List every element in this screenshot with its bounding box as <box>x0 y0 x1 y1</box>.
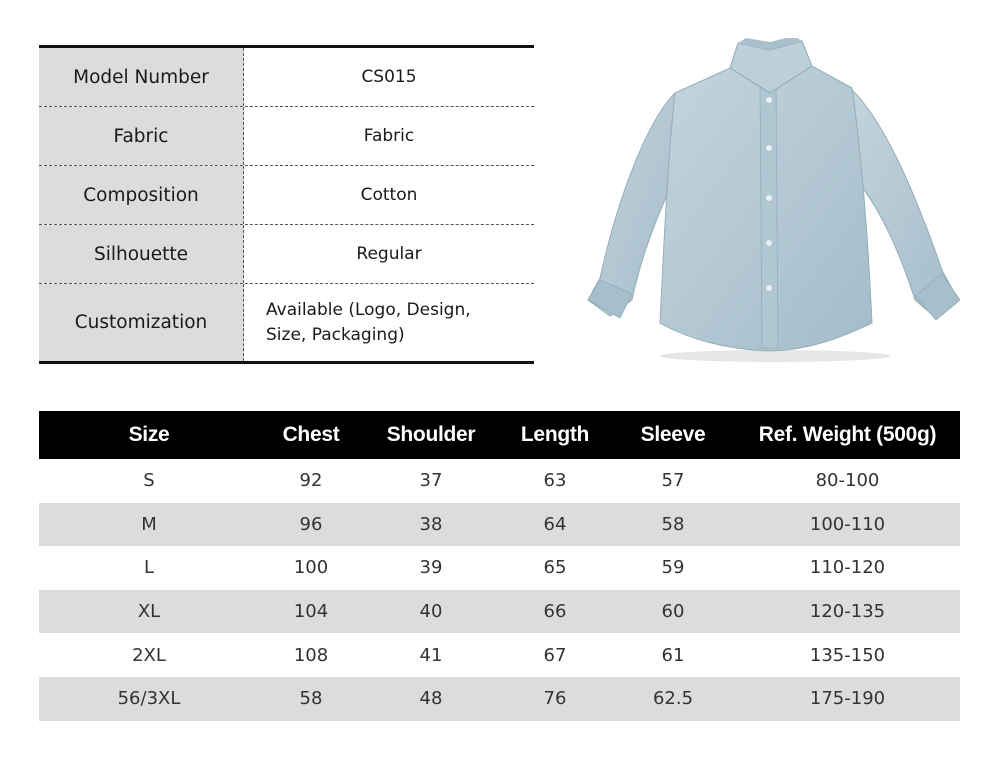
table-row <box>39 459 960 503</box>
table-row <box>39 633 960 677</box>
table-cell: 100 <box>293 557 329 579</box>
spec-row-fabric <box>39 107 534 166</box>
table-row <box>39 503 960 547</box>
spec-label: Model Number <box>39 48 244 106</box>
spec-value: Cotton <box>360 184 418 205</box>
table-cell: 2XL <box>132 644 166 666</box>
header-size: Size <box>128 423 170 446</box>
table-cell: 41 <box>419 644 443 666</box>
table-cell: 57 <box>661 470 685 492</box>
spec-label: Customization <box>39 284 244 361</box>
spec-value: Regular <box>356 243 422 264</box>
table-cell: 175-190 <box>809 688 886 710</box>
table-cell: 67 <box>543 644 567 666</box>
table-cell: 37 <box>419 470 443 492</box>
spec-label: Composition <box>39 166 244 224</box>
spec-row-customization <box>39 284 534 361</box>
table-cell: 92 <box>299 470 323 492</box>
table-cell: 96 <box>299 513 323 535</box>
spec-row-composition <box>39 166 534 225</box>
table-cell: 135-150 <box>809 644 886 666</box>
shirt-icon <box>580 38 965 368</box>
table-cell: 58 <box>299 688 323 710</box>
table-cell: 62.5 <box>652 688 694 710</box>
table-cell: M <box>141 513 157 535</box>
spec-label: Silhouette <box>39 225 244 283</box>
table-row <box>39 590 960 634</box>
table-cell: 61 <box>661 644 685 666</box>
table-cell: 48 <box>419 688 443 710</box>
spec-value: CS015 <box>361 66 417 87</box>
spec-table <box>39 45 534 364</box>
spec-row-model-number <box>39 48 534 107</box>
table-cell: 59 <box>661 557 685 579</box>
size-chart-table <box>39 411 960 721</box>
table-cell: 80-100 <box>815 470 880 492</box>
table-cell: 104 <box>293 601 329 623</box>
size-chart-header <box>39 411 960 459</box>
table-cell: 39 <box>419 557 443 579</box>
spec-row-silhouette <box>39 225 534 284</box>
table-cell: 63 <box>543 470 567 492</box>
table-cell: 110-120 <box>809 557 886 579</box>
header-length: Length <box>520 423 590 446</box>
header-shoulder: Shoulder <box>386 423 476 446</box>
table-cell: 66 <box>543 601 567 623</box>
table-cell: 65 <box>543 557 567 579</box>
table-row <box>39 546 960 590</box>
table-cell: XL <box>137 601 161 623</box>
table-cell: 120-135 <box>809 601 886 623</box>
header-ref-weight: Ref. Weight (500g) <box>758 423 937 446</box>
table-cell: L <box>143 557 155 579</box>
size-chart-body <box>39 459 960 721</box>
table-cell: 60 <box>661 601 685 623</box>
table-row <box>39 677 960 721</box>
spec-label: Fabric <box>39 107 244 165</box>
table-cell: S <box>143 470 155 492</box>
spec-value: Fabric <box>363 125 415 146</box>
table-cell: 100-110 <box>809 513 886 535</box>
table-cell: 76 <box>543 688 567 710</box>
product-image <box>580 38 965 368</box>
header-chest: Chest <box>282 423 340 446</box>
table-cell: 40 <box>419 601 443 623</box>
header-sleeve: Sleeve <box>640 423 706 446</box>
table-cell: 56/3XL <box>117 688 181 710</box>
table-cell: 58 <box>661 513 685 535</box>
table-cell: 38 <box>419 513 443 535</box>
spec-value: Available (Logo, Design, Size, Packaging) <box>266 299 471 345</box>
table-cell: 108 <box>293 644 329 666</box>
table-cell: 64 <box>543 513 567 535</box>
